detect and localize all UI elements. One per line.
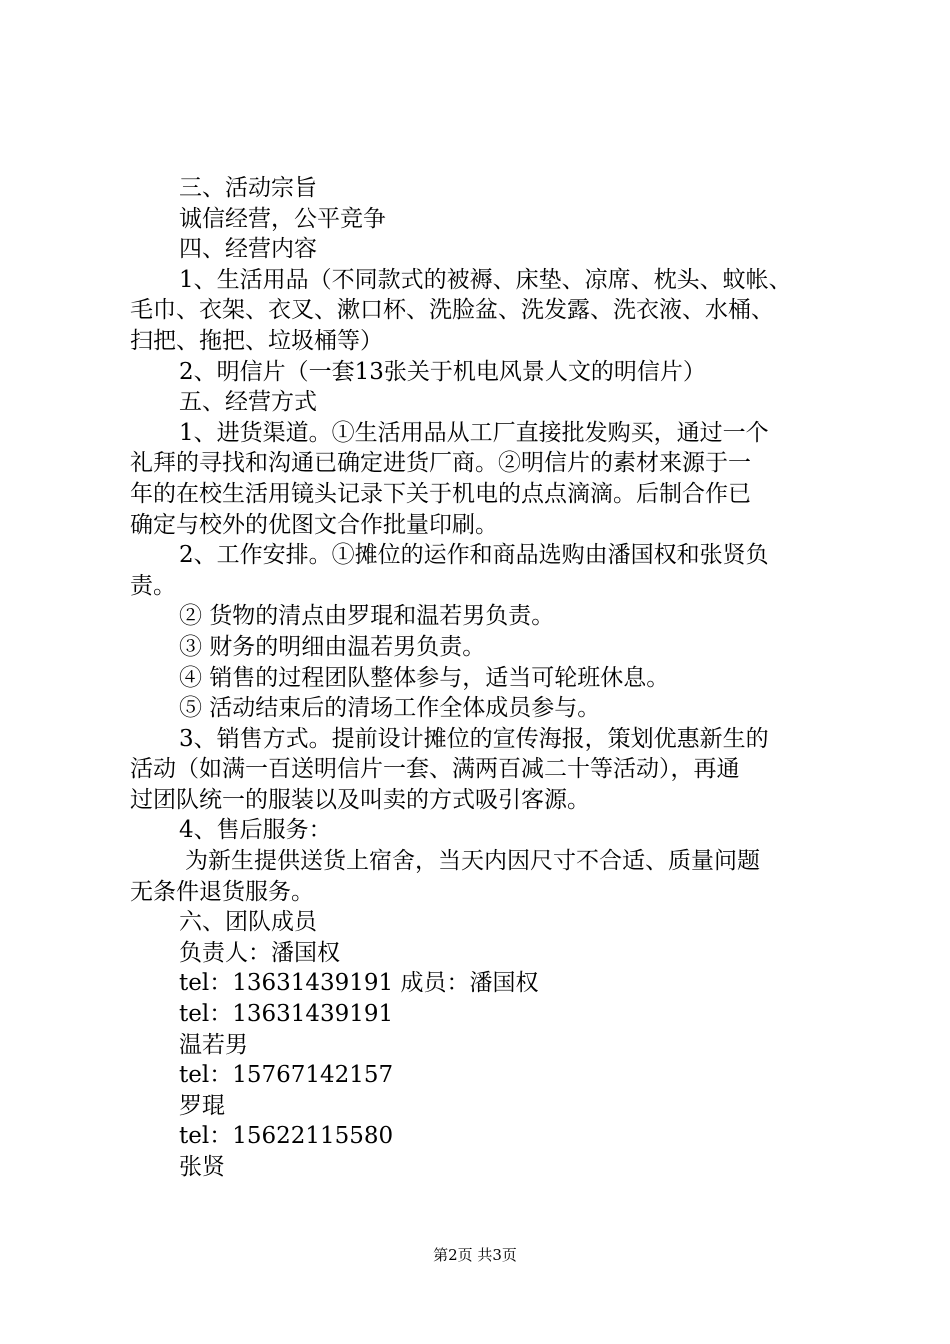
page-number-footer: 第2页 共3页 [433,1246,517,1264]
paragraph-line: 确定与校外的优图文合作批量印刷。 [130,511,498,538]
section-heading-team: 六、团队成员 [179,909,317,936]
team-member-line: tel：13631439191 成员：潘国权 [179,970,539,997]
list-item: ⑤ 活动结束后的清场工作全体成员参与。 [179,695,601,722]
section-heading-purpose: 三、活动宗旨 [179,175,317,201]
paragraph-line: 1、生活用品（不同款式的被褥、床垫、凉席、枕头、蚊帐、 [179,266,792,293]
paragraph-line: 无条件退货服务。 [130,878,314,905]
list-item: ④ 销售的过程团队整体参与，适当可轮班休息。 [179,664,670,691]
list-item: ② 货物的清点由罗琨和温若男负责。 [179,603,555,630]
section-heading-content: 四、经营内容 [179,236,317,263]
paragraph-line: 礼拜的寻找和沟通已确定进货厂商。②明信片的素材来源于一 [130,450,751,477]
paragraph-line: 2、工作安排。①摊位的运作和商品选购由潘国权和张贤负 [179,542,769,569]
paragraph-line: 活动（如满一百送明信片一套、满两百减二十等活动），再通 [130,756,740,783]
document-body [130,173,830,1183]
team-member-line: 温若男 [179,1031,248,1058]
team-member-line: tel：13631439191 [179,1001,394,1028]
list-item: ③ 财务的明细由温若男负责。 [179,633,486,660]
section-heading-method: 五、经营方式 [179,389,317,416]
team-member-line: tel：15767142157 [179,1062,394,1089]
paragraph-line: 诚信经营，公平竞争 [179,205,386,232]
paragraph-line: 年的在校生活用镜头记录下关于机电的点点滴滴。后制合作已 [130,480,751,507]
team-member-line: 张贤 [179,1154,225,1180]
team-member-line: 罗琨 [179,1092,225,1119]
team-member-line: tel：15622115580 [179,1123,394,1150]
paragraph-line: 2、明信片（一套13张关于机电风景人文的明信片） [179,358,706,385]
paragraph-line: 1、进货渠道。①生活用品从工厂直接批发购买，通过一个 [179,419,769,446]
paragraph-line: 毛巾、衣架、衣叉、漱口杯、洗脸盆、洗发露、洗衣液、水桶、 [130,297,774,324]
paragraph-line: 扫把、拖把、垃圾桶等） [130,327,383,354]
paragraph-line: 为新生提供送货上宿舍，当天内因尺寸不合适、质量问题 [185,848,760,875]
team-member-line: 负责人：潘国权 [179,939,340,966]
paragraph-line: 过团队统一的服装以及叫卖的方式吸引客源。 [130,786,590,813]
paragraph-line: 3、销售方式。提前设计摊位的宣传海报，策划优惠新生的 [179,725,769,752]
paragraph-line: 4、售后服务： [179,817,332,844]
paragraph-line: 责。 [130,572,176,599]
